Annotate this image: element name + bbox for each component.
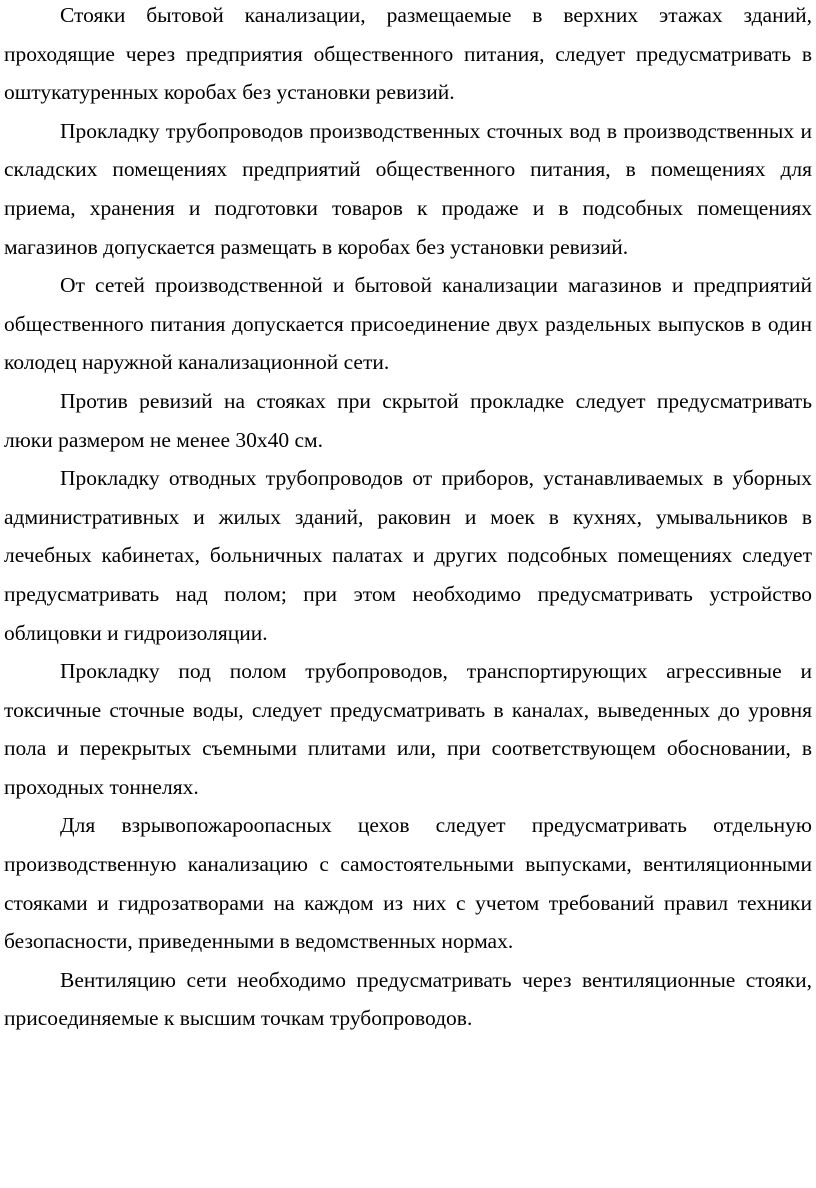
- paragraph-outlet-connection: От сетей производственной и бытовой канализации магазинов и предприятий общественного питания допускается присоединение двух раздельных выпусков в один колодец наружной канализационной сети.: [4, 273, 812, 375]
- document-body: [4, 0, 812, 1038]
- paragraph-production-pipelines: Прокладку трубопроводов производственных сточных вод в производственных и складских помещениях предприятий общественного питания, в помещениях для приема, хранения и подготовки товаров к продаже и в подсобных помещениях магазинов допускается размещать в коробах без установки ревизий.: [4, 118, 812, 259]
- paragraph-inspection-hatches: Против ревизий на стояках при скрытой прокладке следует предусматривать люки размером не менее 30х40 см.: [4, 388, 812, 452]
- paragraph-riser-boxes: Стояки бытовой канализации, размещаемые в верхних этажах зданий, проходящие через предприятия общественного питания, следует предусматривать в оштукатуренных коробах без установки ревизий.: [4, 3, 812, 105]
- paragraph-explosion-hazard-shops: Для взрывопожароопасных цехов следует предусматривать отдельную производственную канализацию с самостоятельными выпусками, вентиляционными стояками и гидрозатворами на каждом из них с учетом требований правил техники безопасности, приведенными в ведомственных нормах.: [4, 813, 812, 954]
- paragraph-network-ventilation: Вентиляцию сети необходимо предусматривать через вентиляционные стояки, присоединяемые к высшим точкам трубопроводов.: [4, 967, 812, 1031]
- paragraph-aggressive-wastewater: Прокладку под полом трубопроводов, транспортирующих агрессивные и токсичные сточные воды, следует предусматривать в каналах, выведенных до уровня пола и перекрытых съемными плитами или, при соответствующем обосновании, в проходных тоннелях.: [4, 659, 812, 799]
- paragraph-branch-pipelines: Прокладку отводных трубопроводов от приборов, устанавливаемых в уборных административных и жилых зданий, раковин и моек в кухнях, умывальников в лечебных кабинетах, больничных палатах и других подсобных помещениях следует предусматривать над полом; при этом необходимо предусматривать устройство облицовки и гидроизоляции.: [4, 466, 812, 645]
